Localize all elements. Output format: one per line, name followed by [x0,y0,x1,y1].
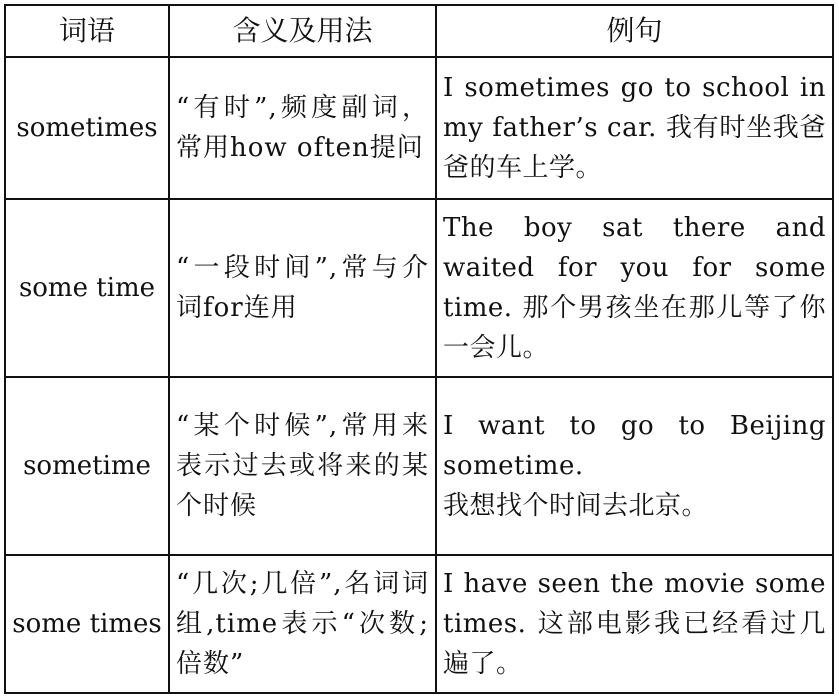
header-row [5,5,833,57]
table-row [5,57,833,199]
usage-cell: “某个时候”,常用来表示过去或将来的某个时候 [169,377,436,555]
vocabulary-table [4,4,834,694]
example-cell: The boy sat there and waited for you for some time. 那个男孩坐在那儿等了你一会儿。 [436,199,833,377]
example-cell: I have seen the movie some times. 这部电影我已经看过几遍了。 [436,555,833,693]
table-row [5,555,833,693]
word-cell: some times [5,555,169,693]
usage-cell: “一段时间”,常与介词for连用 [169,199,436,377]
header-usage: 含义及用法 [169,5,436,57]
example-chinese: 我想找个时间去北京。 [443,491,709,521]
example-english: I want to go to Beijing sometime. [443,411,826,481]
table-row [5,199,833,377]
header-word: 词语 [5,5,169,57]
word-cell: sometimes [5,57,169,199]
table-row [5,377,833,555]
word-cell: some time [5,199,169,377]
example-cell: I sometimes go to school in my father’s car. 我有时坐我爸爸的车上学。 [436,57,833,199]
usage-cell: “几次;几倍”,名词词组,time表示“次数;倍数” [169,555,436,693]
header-example: 例句 [436,5,833,57]
word-cell: sometime [5,377,169,555]
example-cell [436,377,833,555]
usage-cell: “有时”,频度副词，常用how often提问 [169,57,436,199]
